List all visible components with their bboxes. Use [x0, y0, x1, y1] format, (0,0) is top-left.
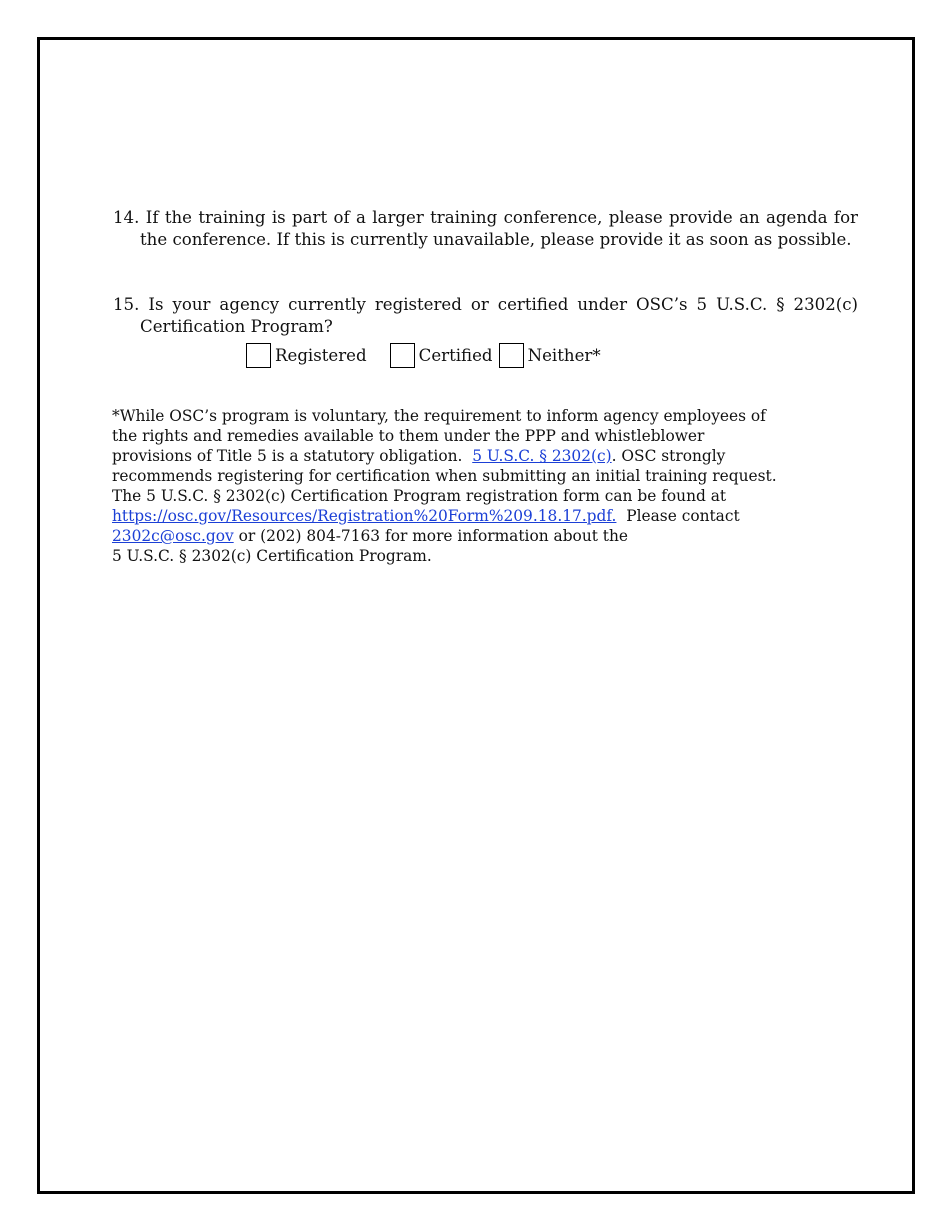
question-14: [113, 207, 858, 251]
footnote-line: [112, 446, 832, 466]
footnote-line: recommends registering for certification when submitting an initial training request.: [112, 467, 777, 485]
neither-checkbox[interactable]: [499, 343, 524, 368]
question-15-number: 15.: [113, 295, 140, 314]
neither-label: Neither*: [527, 345, 601, 365]
email-link[interactable]: 2302c@osc.gov: [112, 527, 234, 545]
certified-checkbox[interactable]: [390, 343, 415, 368]
option-registered[interactable]: [246, 343, 367, 368]
registered-label: Registered: [275, 345, 367, 365]
footnote-line: The 5 U.S.C. § 2302(c) Certification Program registration form can be found at: [112, 487, 727, 505]
registration-form-link[interactable]: https://osc.gov/Resources/Registration%20Form%209.18.17.pdf.: [112, 507, 617, 525]
footnote-text: Please contact: [626, 507, 740, 525]
footnote: [112, 406, 832, 566]
question-14-text: If the training is part of a larger training conference, please provide an agenda for the conference. If this is currently unavailable, please provide it as soon as possible.: [140, 208, 858, 249]
footnote-line: [112, 526, 832, 546]
footnote-text: . OSC strongly: [611, 447, 726, 465]
registered-checkbox[interactable]: [246, 343, 271, 368]
certified-label: Certified: [418, 345, 493, 365]
footnote-text: provisions of Title 5 is a statutory obligation.: [112, 447, 463, 465]
footnote-text: or (202) 804-7163 for more information about the: [233, 527, 629, 545]
question-15-text: Is your agency currently registered or certified under OSC’s 5 U.S.C. § 2302(c) Certification Program?: [140, 295, 858, 336]
certification-options: [246, 341, 601, 369]
option-certified[interactable]: [390, 343, 493, 368]
usc-2302c-link[interactable]: 5 U.S.C. § 2302(c): [472, 447, 612, 465]
footnote-line: the rights and remedies available to them under the PPP and whistleblower: [112, 427, 705, 445]
question-14-number: 14.: [113, 208, 140, 227]
footnote-line: *While OSC’s program is voluntary, the requirement to inform agency employees of: [112, 407, 766, 425]
question-15: [113, 294, 858, 338]
footnote-line: 5 U.S.C. § 2302(c) Certification Program.: [112, 547, 432, 565]
footnote-line: [112, 506, 832, 526]
option-neither[interactable]: [499, 343, 601, 368]
